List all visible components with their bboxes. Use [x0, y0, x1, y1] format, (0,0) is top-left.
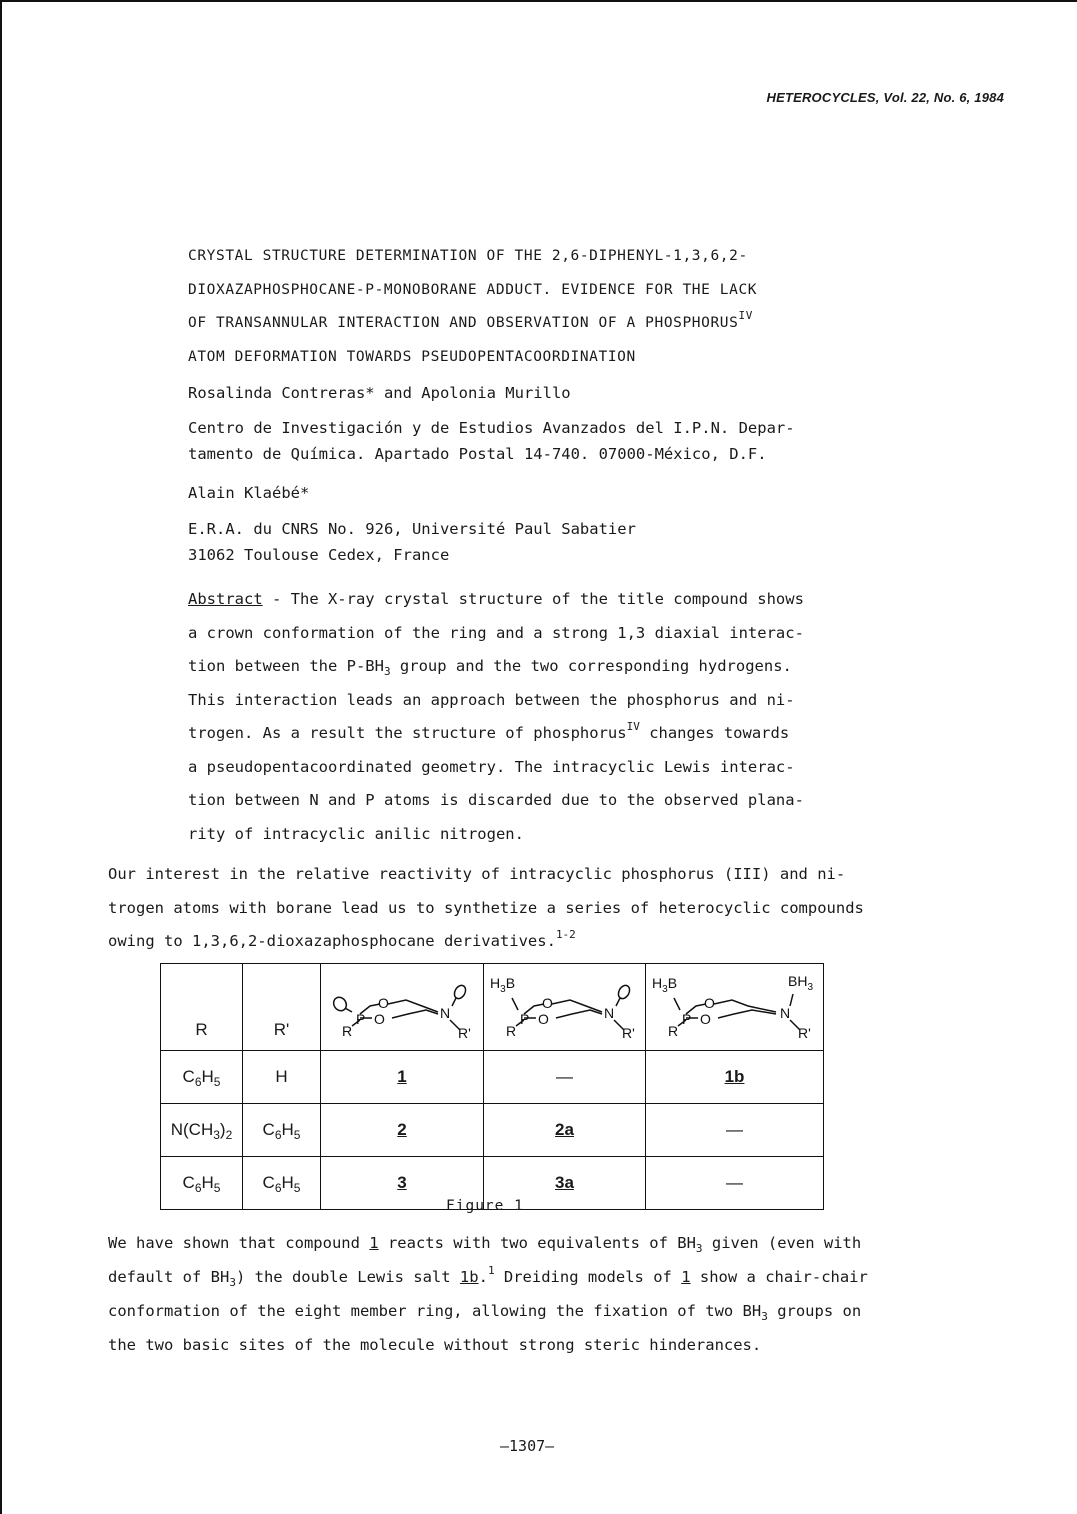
atom-o-top: O: [541, 994, 553, 1011]
group-h3b: $H_3B$: [651, 974, 677, 995]
sub-r: R: [667, 1022, 678, 1039]
atom-n: N: [603, 1004, 614, 1021]
atom-o-bottom: O: [374, 1010, 385, 1027]
table-row: [161, 1051, 824, 1104]
authors-2: Alain Klaébé*: [188, 484, 310, 502]
cell-r-prime: $C_6H_5$: [243, 1157, 321, 1210]
abstract: Abstract - The X-ray crystal structure of the title compound shows a crown conformation of the ring and a strong 1,3 diaxial interac- tion between the $P-BH_3$ group and the two corresponding hydrogens. This interaction leads an approach between the phosphorus and ni- trogen. As a result the structure of phosphorus$^{IV}$ changes towards a pseudopentacoordinated geometry. The intracyclic Lewis interac- tion between N and P atoms is discarded due to the observed plana- rity of intracyclic anilic nitrogen.: [188, 590, 804, 843]
cell-compound: 3a: [484, 1157, 646, 1210]
scan-border-left: [0, 0, 2, 1514]
atom-o-bottom: O: [537, 1010, 549, 1027]
figure-caption: Figure 1: [446, 1198, 524, 1214]
cell-compound: —: [646, 1104, 824, 1157]
cell-r-prime: $C_6H_5$: [243, 1104, 321, 1157]
sub-r-prime: R': [458, 1024, 471, 1041]
page-number: —1307—: [500, 1437, 555, 1455]
authors-1: Rosalinda Contreras* and Apolonia Murillo: [188, 384, 571, 402]
structure-bis-borane: [646, 964, 824, 1051]
intro-paragraph: Our interest in the relative reactivity of intracyclic phosphorus (III) and ni- trogen atoms with borane lead us to synthetize a series of heterocyclic compounds owing to 1,3,6,2-dioxazaphosphocane derivatives.$^{1-2}$: [108, 865, 864, 950]
structure-p-borane-drawing: [486, 968, 644, 1042]
cell-compound: 1: [321, 1051, 484, 1104]
lone-pair-n-icon: [616, 983, 632, 1000]
affiliation-1: Centro de Investigación y de Estudios Avanzados del I.P.N. Depar- tamento de Química. Apartado Postal 14-740. 07000-México, D.F.: [188, 419, 795, 463]
title-line-1: CRYSTAL STRUCTURE DETERMINATION OF THE 2,6-DIPHENYL-1,3,6,2-: [188, 248, 748, 264]
figure-1-table: [160, 963, 824, 1210]
atom-p: P: [519, 1010, 529, 1027]
cell-compound: 2a: [484, 1104, 646, 1157]
header-r-prime: R': [243, 964, 321, 1051]
atom-o-top: O: [378, 994, 389, 1011]
cell-compound: 1b: [646, 1051, 824, 1104]
cell-compound: —: [646, 1157, 824, 1210]
atom-p: P: [356, 1010, 366, 1027]
sub-r: R: [342, 1022, 353, 1039]
table-row: [161, 1104, 824, 1157]
lone-pair-n-icon: [452, 983, 468, 1000]
abstract-label: Abstract: [188, 590, 263, 608]
cell-compound: —: [484, 1051, 646, 1104]
header-r: R: [161, 964, 243, 1051]
dative-bond-arrow-icon: [512, 998, 518, 1010]
cell-r: $C_6H_5$: [161, 1157, 243, 1210]
group-h3b: $H_3B$: [489, 974, 515, 995]
paper-title: [188, 240, 828, 374]
structure-bis-borane-drawing: [648, 968, 822, 1042]
sub-r-prime: R': [797, 1024, 811, 1041]
sub-r-prime: R': [621, 1024, 635, 1041]
title-line-3: OF TRANSANNULAR INTERACTION AND OBSERVATION OF A $PHOSPHORUS^{IV}$: [188, 309, 753, 331]
sub-r: R: [505, 1022, 516, 1039]
dative-bond-arrow-n-icon: [790, 994, 793, 1006]
structure-free: [321, 964, 484, 1051]
journal-header: HETEROCYCLES, Vol. 22, No. 6, 1984: [766, 90, 1004, 105]
cell-compound: 3: [321, 1157, 484, 1210]
lone-pair-p-icon: [331, 994, 349, 1012]
atom-n: N: [440, 1004, 451, 1021]
cell-r-prime: H: [243, 1051, 321, 1104]
cell-r: $N(CH_3)_2$: [161, 1104, 243, 1157]
atom-o-bottom: O: [699, 1010, 711, 1027]
structure-free-drawing: [322, 968, 482, 1042]
title-line-4: ATOM DEFORMATION TOWARDS PSEUDOPENTACOORDINATION: [188, 348, 636, 365]
cell-compound: 2: [321, 1104, 484, 1157]
dative-bond-arrow-icon: [674, 998, 680, 1010]
affiliation-2: E.R.A. du CNRS No. 926, Université Paul Sabatier 31062 Toulouse Cedex, France: [188, 520, 636, 564]
atom-n: N: [779, 1004, 790, 1021]
structure-p-borane: [484, 964, 646, 1051]
group-bh3: $BH_3$: [787, 972, 813, 993]
results-paragraph: We have shown that compound 1 reacts with two equivalents of $BH_3$ given (even with default of $BH_3$) the double Lewis salt 1b.$^1$ Dreiding models of 1 show a chair-chair conformation of the eight member ring, allowing the fixation of two $BH_3$ groups on the two basic sites of the molecule without strong steric hinderances.: [108, 1234, 868, 1354]
cell-r: $C_6H_5$: [161, 1051, 243, 1104]
scan-border-top: [0, 0, 1077, 2]
atom-p: P: [681, 1010, 691, 1027]
title-line-2: DIOXAZAPHOSPHOCANE-P-MONOBORANE ADDUCT. EVIDENCE FOR THE LACK: [188, 281, 758, 298]
atom-o-top: O: [703, 994, 715, 1011]
table-header-row: [161, 964, 824, 1051]
